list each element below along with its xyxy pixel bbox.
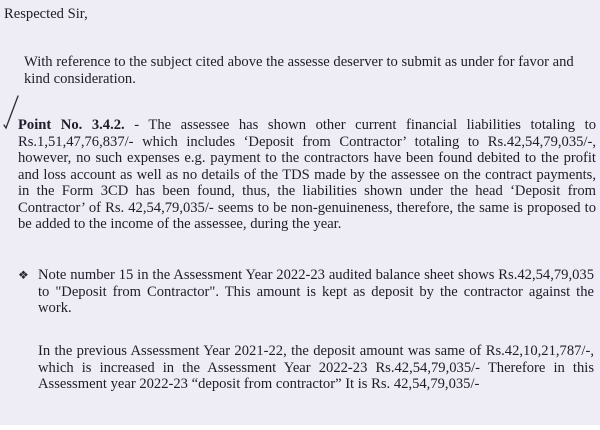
point-label: Point No. 3.4.2. [18,117,125,133]
note-paragraph: Note number 15 in the Assessment Year 2022-23 audited balance sheet shows Rs.42,54,79,035 to "Deposit from Contractor". This amount is kept as deposit by the contractor against the work. [38,267,594,316]
point-text: - The assessee has shown other current financial liabilities totaling to Rs.1,51,47,76,837/- which includes ‘Deposit from Contractor’ totaling to Rs.42,54,79,035/-, however, no such expenses e.g. payment to the contractors have been found debited to the profit and loss account as well as no details of the TDS made by the assessee on the contract payments, in the Form 3CD has been found, thus, the liabilities shown under the head ‘Deposit from Contractor’ of Rs. 42,54,79,035/- seems to be non-genuineness, therefore, the same is proposed to be added to the income of the assessee, during the year. [18,117,597,232]
salutation: Respected Sir, [4,6,88,22]
intro-paragraph: With reference to the subject cited above the assesse deserver to submit as under for favor and kind consideration. [24,54,574,87]
diamond-bullet-icon: ❖ [18,268,29,282]
previous-year-paragraph: In the previous Assessment Year 2021-22, the deposit amount was same of Rs.42,10,21,787/-, which is increased in the Assessment Year 2022-23 Rs.42,54,79,035/- Therefore in this Assessment year 2022-23 “deposit from contractor” It is Rs. 42,54,79,035/- [38,343,594,392]
point-paragraph [18,117,596,233]
